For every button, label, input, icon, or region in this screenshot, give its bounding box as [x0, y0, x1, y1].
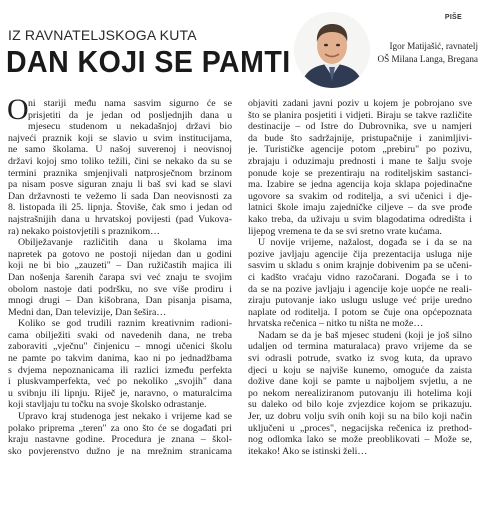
- text-line: svi odrasli potrude, svatko iz svog kuta, da upravo: [248, 353, 472, 365]
- text-line: u svibnju ili lipnju. Riječ je, naravno, o maturalcima: [8, 387, 232, 399]
- text-line: pa nisam posve siguran znaju li baš svi kad se slavi: [8, 179, 232, 191]
- text-line: je. Turističke agencije potom „prebiru" po pozivu,: [248, 144, 472, 156]
- text-line: nog odlomka lako se može preoblikovati – Može se,: [248, 434, 472, 446]
- text-line: 8. listopada ili 25. lipnja. Štoviše, čak smo i jedan od: [8, 202, 232, 214]
- text-line: Obilježavanje različitih dana u školama ima: [18, 237, 232, 249]
- text-line: kako treba, da uživaju u svim blagodatima odredišta i: [248, 213, 472, 225]
- text-line: djeci u koju se najviše kunemo, omoguće da zaista: [248, 364, 472, 376]
- text-line: sko povjerenstvo dužno je na mrežnim stranicama: [8, 445, 232, 457]
- text-line: ra) nekako poistovjetili s praznikom…: [8, 225, 160, 237]
- author-school: OŠ Milana Langa, Bregana: [377, 54, 478, 64]
- text-line: itekako! Ako se istinski želi…: [248, 445, 368, 457]
- author-portrait-image: [294, 12, 370, 88]
- text-line: ugovore sa svakim od roditelja, a svi učenici i dje-: [248, 190, 472, 202]
- text-line: s dvjema nepoznanicama ili razlici između perfekta: [8, 364, 232, 376]
- article-column-right: [248, 98, 472, 457]
- text-line: zbrajaju i oduzimaju prednosti i mane te šalju svoje: [248, 155, 472, 167]
- text-line: ne samo školama. U našoj suverenoj i neovisnoj: [8, 144, 232, 156]
- text-line: ma. Izabire se jedna agencija koja sklapa pojedinačne: [248, 179, 472, 191]
- text-line: Jer, uz dobru volju svih onih koji su na bilo koji način: [248, 411, 472, 423]
- author-label: PIŠE: [444, 14, 462, 21]
- text-line: dožive dane koji se pamte u najboljem svjetlu, a ne: [248, 376, 472, 388]
- text-line: naplate od roditelja. I potom se čuje ona općepoznata: [248, 306, 472, 318]
- author-name: Igor Matijašić, ravnatelj: [389, 41, 478, 51]
- text-line: obolom nastoje dati podršku, no sve više prodiru i: [8, 283, 232, 295]
- text-line: kraju nastavne godine. Procedura je znana – škol-: [8, 434, 232, 446]
- text-line: mnogi drugi – Dan kišobrana, Dan pisanja pisama,: [8, 295, 232, 307]
- text-line: Dan državnosti te vežemo li sada Dan neovisnosti za: [8, 190, 232, 202]
- text-line: i pluskvamperfekta, već po nekoliko „svojih" dana: [8, 376, 232, 388]
- text-line: državi kojoj smo toliko težili, čini se nekako da su se: [8, 155, 232, 167]
- text-line: mjesecu studenom u nekadašnjoj državi bio: [28, 121, 232, 133]
- text-line: su daleko od bilo koje zvjezdice kojom se prikazuju.: [248, 399, 472, 411]
- text-line: Koliko se god trudili raznim kreativnim radioni-: [18, 318, 232, 330]
- text-line: Dan nošenja šarenih čarapa svi već znaju te svojim: [8, 271, 232, 283]
- text-line: cama obilježiti svaki od navedenih dana, ne treba: [8, 329, 232, 341]
- text-line: uključeni u „proces", negacijska rečenica iz prethod-: [248, 422, 472, 434]
- text-line: najstrašnijih dana u hrvatskoj povijesti (pad Vukova-: [8, 213, 232, 225]
- text-line: prisjetiti da je jedan od posljednjih dana u: [28, 109, 232, 121]
- text-line: Upravo kraj studenoga jest nekako i vrijeme kad se: [18, 411, 232, 423]
- text-line: da bude što sadržajnije, pristupačnije i zanimljivi-: [248, 132, 472, 144]
- headline: DAN KOJI SE PAMTI: [6, 44, 291, 79]
- text-line: U novije vrijeme, nažalost, događa se i da se na: [258, 237, 472, 249]
- text-line: ponude koje se prezentiraju na roditeljskim sastanci-: [248, 167, 472, 179]
- text-line: hrvatska rečenica – nitko tu ništa ne može…: [248, 318, 424, 330]
- text-line: Nadam se da je baš mjesec studeni (koji je još silno: [258, 329, 472, 341]
- text-line: termini praznika smjenjivali natprosječnom brzinom: [8, 167, 232, 179]
- text-line: lijepog vremena te da se svi sretno vrate kućama.: [248, 225, 442, 237]
- text-line: ne pamte po takvim danima, kao ni po jednadžbama: [8, 353, 232, 365]
- text-line: ziraju putovanje iako uslugu usluge već prije uredno: [248, 295, 472, 307]
- text-line: zaboraviti „vječnu" činjenicu – mnogi učenici školu: [8, 341, 232, 353]
- text-line: po nekom nerealiziranom putovanju ili hotelima koji: [248, 387, 472, 399]
- text-line: napretek pa gotovo ne postoji nijedan dan u godini: [8, 248, 232, 260]
- text-line: što se planira posjetiti i vidjeti. Biraju se takve različite: [248, 109, 472, 121]
- text-line: sasvim u skladu s onim krajnje dobivenim pa se učeni-: [248, 260, 472, 272]
- drop-cap: O: [7, 93, 29, 126]
- text-line: pozive javljaju agencije čija prezentacija usluga nije: [248, 248, 472, 260]
- text-line: koji ne bi bio „zauzeti" – Dan ružičastih majica ili: [8, 260, 232, 272]
- text-line: koji stavljaju tu točku na svoje školsko odrastanje.: [8, 399, 207, 411]
- text-line: objaviti zadani javni poziv u kojem je pobrojano sve: [248, 98, 472, 109]
- text-line: udaljen od termina maturalaca) pravo vrijeme da se: [248, 341, 472, 353]
- section-kicker: IZ RAVNATELJSKOGA KUTA: [8, 27, 197, 43]
- text-line: ci kadšto vraćaju vidno razočarani. Događa se i to: [248, 271, 472, 283]
- text-line: Medni dan, Dan televizije, Dan šešira…: [8, 306, 167, 318]
- text-line: latnici škole imaju zajedničke ciljeve – da sve prođe: [248, 202, 472, 214]
- text-line: ni stariji među nama sasvim sigurno će se: [28, 98, 232, 109]
- article-column-left: [7, 93, 232, 457]
- text-line: destinacije – od Istre do Dubrovnika, sve u namjeri: [248, 121, 472, 133]
- text-line: polako pripremа „teren" za ono što će se događati pri: [8, 422, 232, 434]
- text-line: najveći praznik koji se slavio u svim institucijama,: [8, 132, 232, 144]
- text-line: da se na pozive javljaju i agencije koje uopće ne reali-: [248, 283, 472, 295]
- author-photo: [294, 12, 370, 88]
